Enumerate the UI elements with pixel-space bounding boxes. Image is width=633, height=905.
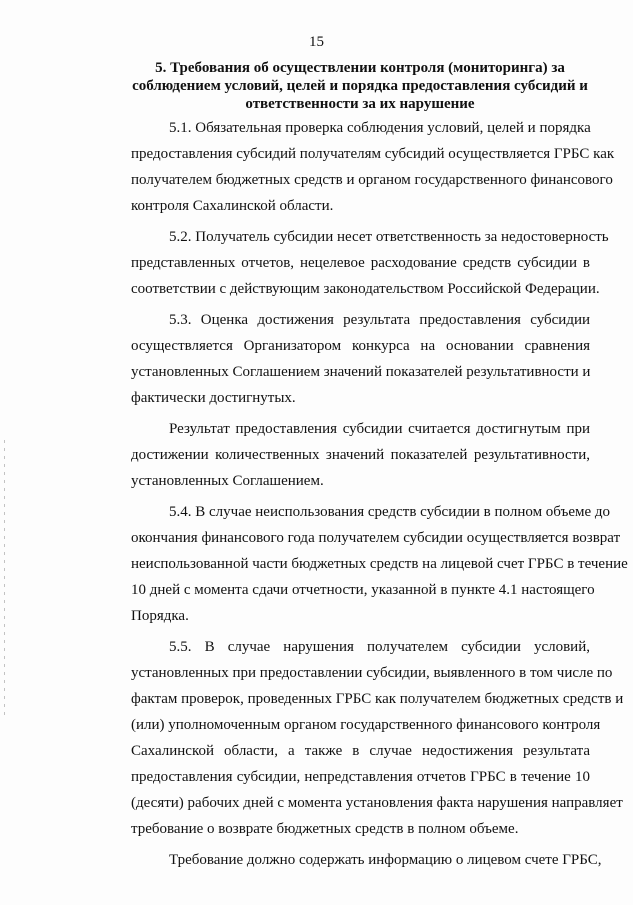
text-line: Результат предоставления субсидии считается достигнутым при xyxy=(169,421,590,437)
text-line: представленных отчетов, нецелевое расходование средств субсидии в xyxy=(131,255,590,271)
text-line: 5.4. В случае неиспользования средств субсидии в полном объеме до xyxy=(169,504,611,520)
text-line: 5.1. Обязательная проверка соблюдения условий, целей и порядка xyxy=(169,120,591,136)
text-line: (десяти) рабочих дней с момента установления факта нарушения направляет xyxy=(131,795,623,811)
text-line: 5.3. Оценка достижения результата предоставления субсидии xyxy=(169,312,590,328)
text-line: фактически достигнутых. xyxy=(131,390,296,406)
section-title-line: ответственности за их нарушение xyxy=(245,96,475,112)
paragraph-5-5 xyxy=(93,634,624,842)
text-line: 5.5. В случае нарушения получателем субсидии условий, xyxy=(169,639,590,655)
text-line: предоставления субсидий получателям субсидий осуществляется ГРБС как xyxy=(131,146,615,162)
text-line: Требование должно содержать информацию о лицевом счете ГРБС, xyxy=(169,852,602,868)
text-line: предоставления субсидии, непредставления отчетов ГРБС в течение 10 xyxy=(131,769,590,785)
page-number: 15 xyxy=(309,34,324,50)
text-line: фактам проверок, проведенных ГРБС как получателем бюджетных средств и xyxy=(131,691,624,707)
paragraph-5-2 xyxy=(93,224,609,302)
text-line: неиспользованной части бюджетных средств на лицевой счет ГРБС в течение xyxy=(131,556,628,572)
text-line: достижении количественных значений показателей результативности, xyxy=(131,447,590,463)
section-title xyxy=(120,59,600,113)
section-title-line: соблюдением условий, целей и порядка предоставления субсидий и xyxy=(132,78,588,94)
text-line: установленных при предоставлении субсидии, выявленного в том числе по xyxy=(131,665,613,681)
section-title-line: 5. Требования об осуществлении контроля (мониторинга) за xyxy=(155,60,565,76)
paragraph-result xyxy=(93,416,590,494)
text-line: (или) уполномоченным органом государственного финансового контроля xyxy=(131,717,601,733)
text-line: контроля Сахалинской области. xyxy=(131,198,334,214)
text-line: установленных Соглашением. xyxy=(131,473,324,489)
text-line: соответствии с действующим законодательством Российской Федерации. xyxy=(131,281,600,297)
text-line: 10 дней с момента сдачи отчетности, указанной в пункте 4.1 настоящего xyxy=(131,582,595,598)
paragraph-requirement xyxy=(93,847,602,873)
paragraph-5-1 xyxy=(93,115,615,219)
text-line: осуществляется Организатором конкурса на основании сравнения xyxy=(131,338,590,354)
text-line: окончания финансового года получателем субсидии осуществляется возврат xyxy=(131,530,621,546)
text-line: Сахалинской области, а также в случае недостижения результата xyxy=(131,743,590,759)
paragraph-5-3 xyxy=(93,307,590,411)
paragraph-5-4 xyxy=(93,499,628,629)
text-line: Порядка. xyxy=(131,608,189,624)
scan-edge-artifact xyxy=(4,440,5,720)
text-line: установленных Соглашением значений показателей результативности и xyxy=(131,364,591,380)
document-body xyxy=(93,115,628,880)
text-line: требование о возврате бюджетных средств в полном объеме. xyxy=(131,821,519,837)
text-line: получателем бюджетных средств и органом государственного финансового xyxy=(131,172,613,188)
text-line: 5.2. Получатель субсидии несет ответственность за недостоверность xyxy=(169,229,609,245)
